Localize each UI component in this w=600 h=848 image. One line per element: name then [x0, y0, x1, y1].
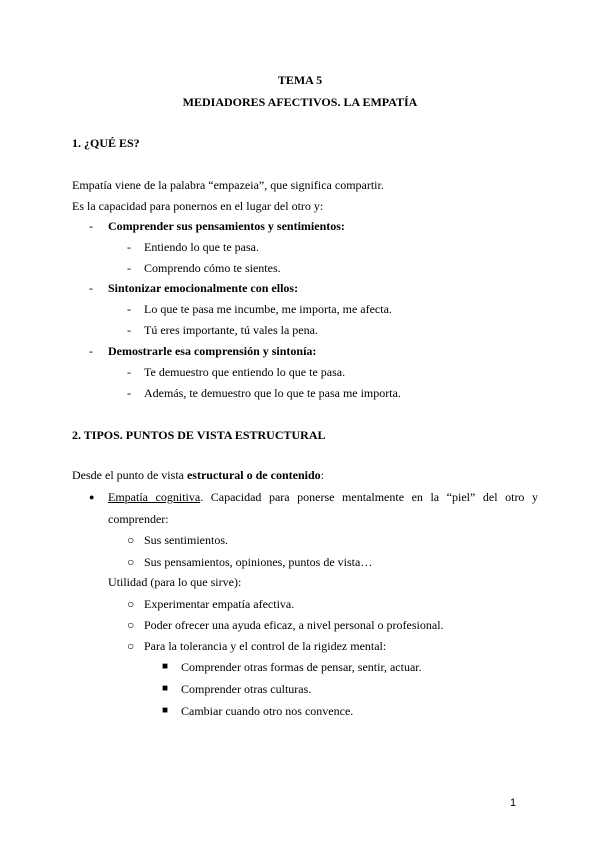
cognitiva-sub-item: Sus pensamientos, opiniones, puntos de vista…: [144, 555, 373, 569]
empatia-cognitiva-line-2: comprender:: [108, 512, 169, 526]
section1-item-label: Sintonizar emocionalmente con ellos:: [108, 281, 299, 295]
circle-marker: ○: [127, 618, 135, 632]
dash-marker: -: [127, 240, 131, 254]
tolerancia-item: Comprender otras formas de pensar, sentir, actuar.: [181, 660, 422, 674]
square-marker: ■: [162, 705, 169, 716]
dash-marker: -: [127, 323, 131, 337]
utilidad-item: Poder ofrecer una ayuda eficaz, a nivel personal o profesional.: [144, 618, 444, 632]
circle-marker: ○: [127, 597, 135, 611]
dash-marker: -: [127, 386, 131, 400]
page-number: 1: [510, 797, 517, 809]
section1-item-label: Comprender sus pensamientos y sentimientos:: [108, 219, 345, 233]
empatia-cognitiva-line-1: Empatía cognitiva. Capacidad para ponerse mentalmente en la “piel” del otro y: [108, 490, 538, 504]
empatia-cognitiva-term: Empatía cognitiva: [108, 490, 201, 504]
circle-marker: ○: [127, 533, 135, 547]
section1-intro-1: Empatía viene de la palabra “empazeia”, que significa compartir.: [72, 178, 384, 192]
tema-label: TEMA 5: [277, 73, 323, 87]
utilidad-label: Utilidad (para lo que sirve):: [108, 575, 242, 589]
document-title: MEDIADORES AFECTIVOS. LA EMPATÍA: [182, 95, 418, 109]
circle-marker: ○: [127, 639, 135, 653]
tolerancia-item: Comprender otras culturas.: [181, 682, 312, 696]
dash-marker: -: [127, 261, 131, 275]
dash-marker: -: [89, 219, 93, 233]
section1-sub-item: Lo que te pasa me incumbe, me importa, me afecta.: [144, 302, 392, 316]
square-marker: ■: [162, 661, 169, 672]
section1-heading: 1. ¿QUÉ ES?: [72, 136, 140, 150]
utilidad-item: Para la tolerancia y el control de la rigidez mental:: [144, 639, 387, 653]
section1-intro-2: Es la capacidad para ponernos en el lugar del otro y:: [72, 199, 324, 213]
tolerancia-item: Cambiar cuando otro nos convence.: [181, 704, 354, 718]
square-marker: ■: [162, 683, 169, 694]
circle-marker: ○: [127, 555, 135, 569]
dash-marker: -: [89, 344, 93, 358]
section1-item-label: Demostrarle esa comprensión y sintonía:: [108, 344, 317, 358]
dash-marker: -: [127, 365, 131, 379]
section1-sub-item: Entiendo lo que te pasa.: [144, 240, 259, 254]
section1-sub-item: Tú eres importante, tú vales la pena.: [144, 323, 318, 337]
dash-marker: -: [89, 281, 93, 295]
section2-heading: 2. TIPOS. PUNTOS DE VISTA ESTRUCTURAL: [72, 428, 326, 442]
section2-intro: Desde el punto de vista estructural o de contenido:: [72, 468, 324, 482]
utilidad-item: Experimentar empatía afectiva.: [144, 597, 295, 611]
cognitiva-sub-item: Sus sentimientos.: [144, 533, 229, 547]
section1-sub-item: Te demuestro que entiendo lo que te pasa.: [144, 365, 346, 379]
section1-sub-item: Comprendo cómo te sientes.: [144, 261, 281, 275]
dash-marker: -: [127, 302, 131, 316]
section1-sub-item: Además, te demuestro que lo que te pasa me importa.: [144, 386, 401, 400]
bullet-marker: ●: [89, 492, 95, 502]
